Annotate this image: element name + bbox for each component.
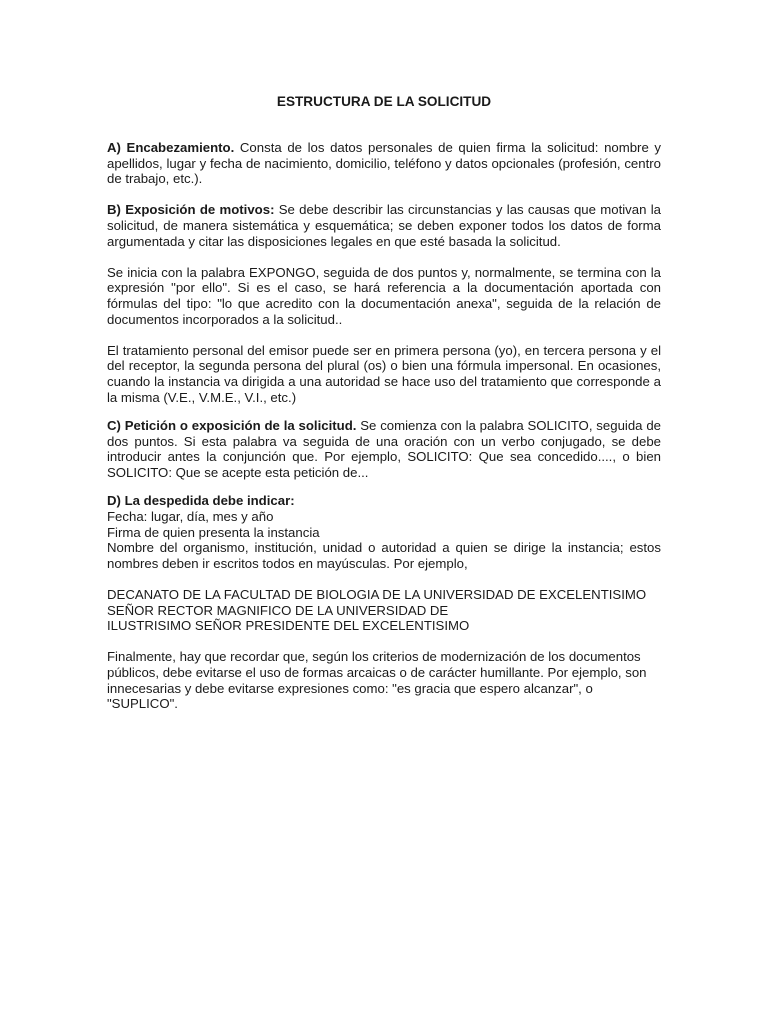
section-b-text: Se debe describir las circunstancias y las causas que motivan la solicitud, de manera sistemática y esquemática; se deben exponer todos los datos de forma argumentada y citar las disposiciones legales en que esté basada la solicitud.	[107, 202, 661, 249]
section-c-paragraph	[107, 418, 661, 480]
final-line: Finalmente, hay que recordar que, según los criterios de modernización de los documentos	[107, 649, 641, 665]
example-line: SEÑOR RECTOR MAGNIFICO DE LA UNIVERSIDAD DE	[107, 602, 449, 618]
document-title: ESTRUCTURA DE LA SOLICITUD	[276, 94, 492, 109]
section-c-heading: C) Petición o exposición de la solicitud.	[107, 418, 357, 434]
final-line: "SUPLICO".	[107, 696, 178, 712]
section-d-line-signature: Firma de quien presenta la instancia	[107, 524, 320, 540]
tratamiento-paragraph: El tratamiento personal del emisor puede ser en primera persona (yo), en tercera persona y el del receptor, la segunda persona del plural (os) o bien una fórmula impersonal. En ocasiones, cuando la instancia va dirigida a una autoridad se hace uso del tratamiento que corresponde a la misma (V.E., V.M.E., V.I., etc.)	[107, 342, 661, 405]
section-d-heading: D) La despedida debe indicar:	[107, 493, 295, 509]
section-a-text: Consta de los datos personales de quien firma la solicitud: nombre y apellidos, lugar y fecha de nacimiento, domicilio, teléfono y datos opcionales (profesión, centro de trabajo, etc.).	[107, 140, 662, 187]
section-d-line-date: Fecha: lugar, día, mes y año	[107, 509, 274, 525]
example-line: ILUSTRISIMO SEÑOR PRESIDENTE DEL EXCELENTISIMO	[107, 618, 470, 634]
document-body	[107, 140, 661, 712]
section-c-text: Se comienza con la palabra SOLICITO, seguida de dos puntos. Si esta palabra va seguida de una oración con un verbo conjugado, se debe introducir antes la conjunción que. Por ejemplo, SOLICITO: Que sea concedido...., o bien SOLICITO: Que se acepte esta petición de...	[107, 418, 662, 480]
section-b-heading: B) Exposición de motivos:	[107, 202, 275, 218]
section-d-text: Nombre del organismo, institución, unidad o autoridad a quien se dirige la instancia; estos nombres deben ir escritos todos en mayúsculas. Por ejemplo,	[107, 540, 661, 571]
final-line: públicos, debe evitarse el uso de formas arcaicas o de carácter humillante. Por ejemplo, son	[107, 665, 647, 680]
section-a-heading: A) Encabezamiento.	[107, 140, 235, 155]
examples-block	[107, 587, 661, 634]
section-d-block	[107, 493, 661, 571]
final-line: innecesarias y debe evitarse expresiones como: "es gracia que espero alcanzar", o	[107, 680, 593, 696]
example-line: DECANATO DE LA FACULTAD DE BIOLOGIA DE LA UNIVERSIDAD DE EXCELENTISIMO	[107, 587, 647, 603]
section-b-paragraph	[107, 202, 661, 249]
section-a-paragraph	[107, 140, 661, 187]
expongo-paragraph: Se inicia con la palabra EXPONGO, seguida de dos puntos y, normalmente, se termina con la expresión "por ello". Si es el caso, se hará referencia a la documentación aportada con fórmulas del tipo: "lo que acredito con la documentación anexa", seguida de la relación de documentos incorporados a la solicitud..	[107, 264, 661, 327]
final-paragraph	[107, 649, 661, 711]
